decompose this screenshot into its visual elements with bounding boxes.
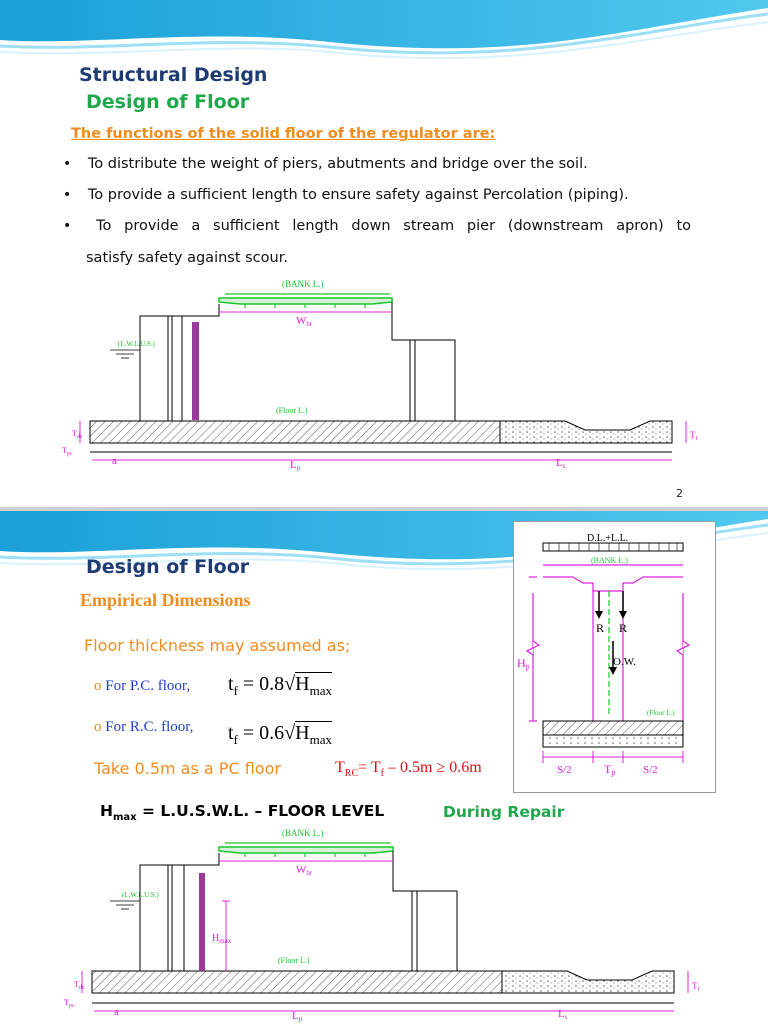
bridge-deck bbox=[219, 298, 392, 304]
hmax-label: $H_{max}$ bbox=[212, 933, 232, 945]
tpc-label: $T_{pc}$ bbox=[62, 446, 73, 457]
a-label: a bbox=[114, 1006, 119, 1018]
tf-label: $T_f$ bbox=[690, 430, 698, 442]
slide-1 bbox=[0, 0, 768, 507]
take-pc-text: Take 0.5m as a PC floor bbox=[94, 759, 281, 778]
dl-ll-label: D.L.+L.L. bbox=[587, 533, 629, 544]
s-half-right-label: S/2 bbox=[643, 764, 658, 776]
uswl-label: (L.W.L.U.S.) bbox=[122, 891, 159, 899]
bullet-text: To distribute the weight of piers, abutments and bridge over the soil. bbox=[87, 156, 588, 172]
floor-slab bbox=[90, 421, 500, 443]
reaction-r1: R bbox=[596, 621, 605, 635]
section-title: Empirical Dimensions bbox=[80, 590, 251, 610]
slide-2 bbox=[0, 511, 768, 1024]
rc-floor-label: o For R.C. floor, bbox=[94, 719, 194, 735]
ls-label: Ls bbox=[556, 457, 566, 470]
bullet-text: To provide a sufficient length down stream pier (downstream apron) to bbox=[96, 218, 691, 234]
pc-floor-formula: $t_f = 0.8√H_{max}$ bbox=[228, 673, 333, 698]
wbr-label: Wbr bbox=[296, 864, 313, 877]
tde-label: $T_{de}$ bbox=[72, 429, 83, 440]
floor-level-label: (Floor L.) bbox=[647, 709, 675, 717]
lp-label: Lp bbox=[292, 1010, 303, 1023]
pier-detail-diagram bbox=[513, 521, 716, 793]
apron bbox=[500, 421, 672, 443]
s-half-left-label: S/2 bbox=[557, 764, 572, 776]
tf-label: $T_f$ bbox=[692, 981, 700, 993]
bullet-continuation: satisfy safety against scour. bbox=[86, 250, 288, 266]
wave-banner bbox=[0, 0, 768, 60]
hmax-definition: $H_{max} = L.U.S.W.L$. – FLOOR LEVEL bbox=[100, 802, 385, 824]
intro-text: Floor thickness may assumed as; bbox=[84, 636, 351, 655]
lp-label: Lp bbox=[290, 459, 301, 472]
uswl-label: (L.W.L.U.S.) bbox=[118, 340, 155, 348]
tpc-label: $T_{pc}$ bbox=[64, 998, 75, 1009]
tde-label: $T_{de}$ bbox=[74, 980, 85, 991]
bank-level-label: (BANK L.) bbox=[282, 280, 324, 289]
bullet-item bbox=[63, 156, 588, 172]
bullet-item bbox=[63, 187, 629, 203]
bullet-item bbox=[63, 218, 691, 234]
page-title: Design of Floor bbox=[86, 556, 250, 578]
reaction-r2: R bbox=[619, 621, 628, 635]
trc-formula: $T_{RC}= T_f - 0.5m \ge 0.6m$ bbox=[335, 759, 482, 780]
bank-level-label: (BANK L.) bbox=[282, 829, 324, 838]
wbr-label: Wbr bbox=[296, 315, 313, 328]
during-repair-label: During Repair bbox=[443, 803, 565, 821]
bullet-marker: • bbox=[63, 218, 72, 234]
ls-label: Ls bbox=[558, 1008, 568, 1021]
section-title: Design of Floor bbox=[86, 91, 250, 113]
regulator-section-diagram bbox=[0, 829, 768, 1024]
bullet-marker: • bbox=[63, 156, 72, 172]
floor-level-label: (Floor L.) bbox=[276, 406, 308, 415]
rc-floor-formula: $t_f = 0.6√H_{max}$ bbox=[228, 722, 333, 747]
bank-level-label: (BANK L.) bbox=[591, 556, 628, 565]
hp-label: Hp bbox=[517, 656, 530, 671]
bullet-marker: • bbox=[63, 187, 72, 203]
gate bbox=[192, 322, 199, 420]
page-title: Structural Design bbox=[79, 64, 268, 86]
page-number: 2 bbox=[676, 487, 683, 500]
bullet-text: To provide a sufficient length to ensure safety against Percolation (piping). bbox=[87, 187, 629, 203]
pc-floor-label: o For P.C. floor, bbox=[94, 678, 191, 694]
functions-title: The functions of the solid floor of the regulator are: bbox=[71, 126, 496, 142]
floor-level-label: (Floor L.) bbox=[278, 956, 310, 965]
regulator-section-diagram bbox=[0, 280, 768, 475]
own-weight-label: O.W. bbox=[613, 656, 636, 668]
a-label: a bbox=[112, 455, 117, 467]
tp-label: Tp bbox=[604, 762, 616, 777]
